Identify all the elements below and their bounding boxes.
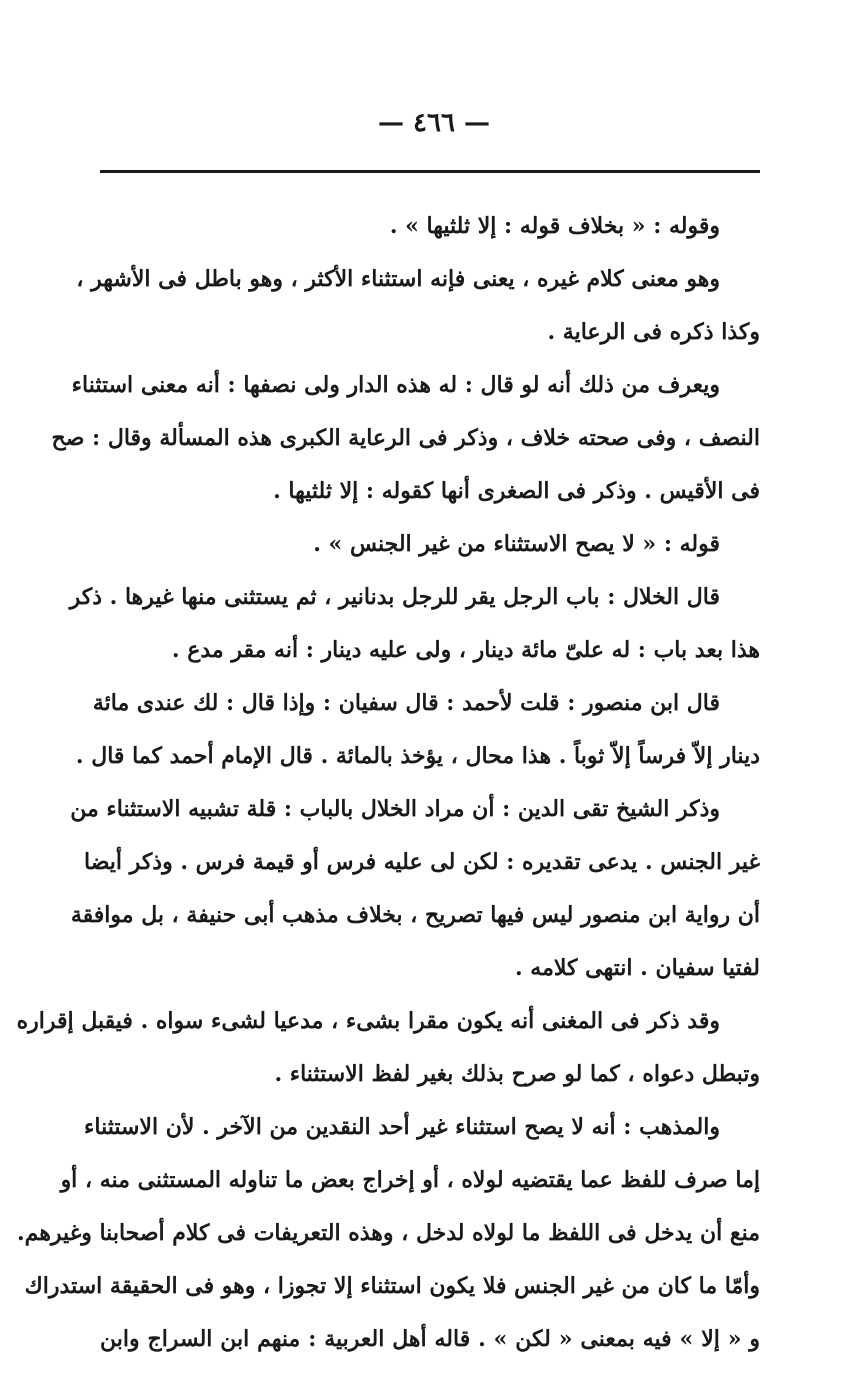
text-line: وتبطل دعواه ، كما لو صرح بذلك بغير لفظ الاستثناء . [274, 1061, 760, 1087]
text-line: وهو معنى كلام غيره ، يعنى فإنه استثناء الأكثر ، وهو باطل فى الأشهر ، [76, 266, 720, 292]
text-line: ويعرف من ذلك أنه لو قال : له هذه الدار ولى نصفها : أنه معنى استثناء [71, 372, 720, 398]
text-line: دينار إلاّ فرساً إلاّ ثوباً . هذا محال ، يؤخذ بالمائة . قال الإمام أحمد كما قال . [75, 743, 760, 769]
text-line: وذكر الشيخ تقى الدين : أن مراد الخلال بالباب : قلة تشبيه الاستثناء من [70, 796, 720, 822]
text-line: أن رواية ابن منصور ليس فيها تصريح ، بخلاف مذهب أبى حنيفة ، بل موافقة [70, 902, 760, 928]
text-line: غير الجنس . يدعى تقديره : لكن لى عليه فرس أو قيمة فرس . وذكر أيضا [84, 849, 760, 875]
text-line: إما صرف للفظ عما يقتضيه لولاه ، أو إخراج بعض ما تناوله المستثنى منه ، أو [60, 1167, 760, 1193]
header-rule [100, 170, 760, 173]
text-line: لفتيا سفيان . انتهى كلامه . [514, 955, 760, 981]
text-line: وكذا ذكره فى الرعاية . [547, 319, 760, 345]
text-line: قوله : « لا يصح الاستثناء من غير الجنس » . [313, 531, 720, 557]
text-line: قال ابن منصور : قلت لأحمد : قال سفيان : وإذا قال : لك عندى مائة [92, 690, 720, 716]
text-line: هذا بعد باب : له علىّ مائة دينار ، ولى عليه دينار : أنه مقر مدع . [171, 637, 760, 663]
text-line: وقد ذكر فى المغنى أنه يكون مقرا بشىء ، مدعيا لشىء سواه . فيقبل إقراره [16, 1008, 720, 1034]
text-line: و « إلا » فيه بمعنى « لكن » . قاله أهل العربية : منهم ابن السراج وابن [100, 1326, 760, 1352]
text-line: فى الأقيس . وذكر فى الصغرى أنها كقوله : إلا ثلثيها . [273, 478, 760, 504]
text-line: وأمّا ما كان من غير الجنس فلا يكون استثناء إلا تجوزا ، وهو فى الحقيقة استدراك [24, 1273, 760, 1299]
page-number: — ٤٦٦ — [377, 108, 491, 138]
text-line: قال الخلال : باب الرجل يقر للرجل بدنانير ، ثم يستثنى منها غيرها . ذكر [69, 584, 720, 610]
text-line: منع أن يدخل فى اللفظ ما لولاه لدخل ، وهذه التعريفات فى كلام أصحابنا وغيرهم. [17, 1220, 760, 1246]
text-line: النصف ، وفى صحته خلاف ، وذكر فى الرعاية الكبرى هذه المسألة وقال : صح [51, 425, 760, 451]
text-line: وقوله : « بخلاف قوله : إلا ثلثيها » . [389, 213, 720, 239]
text-line: والمذهب : أنه لا يصح استثناء غير أحد النقدين من الآخر . لأن الاستثناء [84, 1114, 720, 1140]
page-text-body [16, 200, 760, 1366]
